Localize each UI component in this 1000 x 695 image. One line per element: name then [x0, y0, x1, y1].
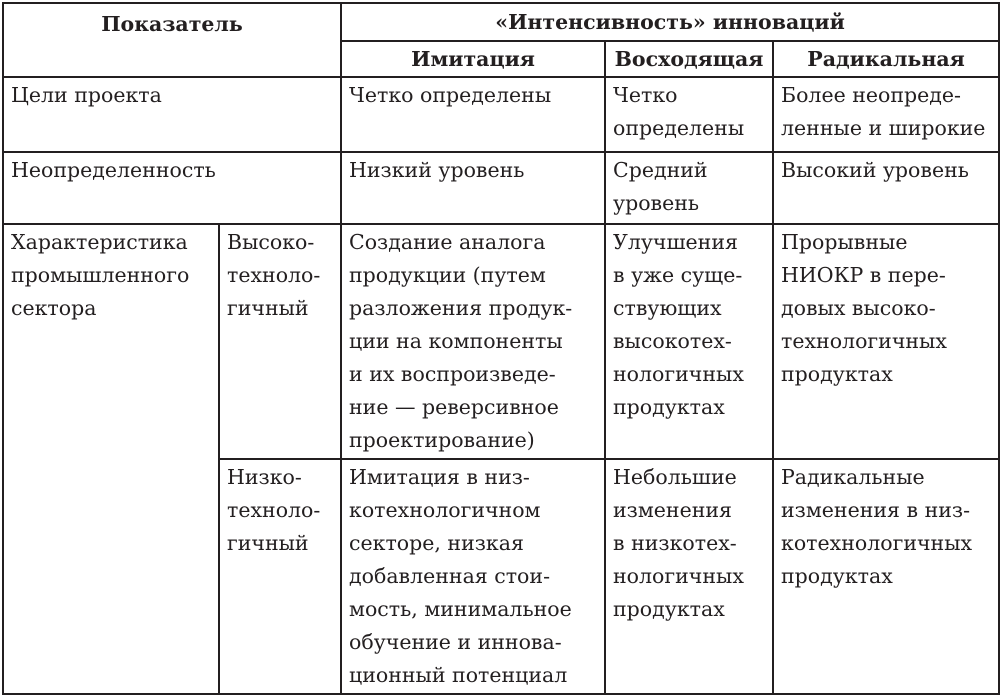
header-imitation: Имитация: [341, 41, 605, 77]
row-label-sector: Характеристика промышленного сектора: [3, 224, 219, 694]
cell-goals-ascending: Четко определены: [605, 77, 773, 152]
table-row-goals: [3, 77, 999, 152]
cell-uncertainty-imitation: Низкий уровень: [341, 152, 605, 224]
header-intensity: «Интенсивность» инноваций: [341, 3, 999, 41]
cell-uncertainty-radical: Высокий уровень: [773, 152, 999, 224]
table-row-uncertainty: [3, 152, 999, 224]
row-label-goals: Цели проекта: [3, 77, 341, 152]
cell-uncertainty-ascending: Средний уровень: [605, 152, 773, 224]
sublabel-high-tech: Высоко- техноло- гичный: [219, 224, 341, 459]
header-radical: Радикальная: [773, 41, 999, 77]
header-indicator: Показатель: [3, 3, 341, 77]
cell-high-ascending: Улучшения в уже суще- ствующих высокотех- нологичных продуктах: [605, 224, 773, 459]
table-row-sector-high: [3, 224, 999, 459]
sublabel-low-tech: Низко- техноло- гичный: [219, 459, 341, 694]
cell-high-radical: Прорывные НИОКР в пере- довых высоко- технологичных продуктах: [773, 224, 999, 459]
cell-high-imitation: Создание аналога продукции (путем разложения продук- ции на компоненты и их воспроизведе- ние — реверсивное проектирование): [341, 224, 605, 459]
cell-low-radical: Радикальные изменения в низ- котехнологичных продуктах: [773, 459, 999, 694]
cell-goals-radical: Более неопреде- ленные и широкие: [773, 77, 999, 152]
cell-low-ascending: Небольшие изменения в низкотех- нологичных продуктах: [605, 459, 773, 694]
row-label-uncertainty: Неопределенность: [3, 152, 341, 224]
header-ascending: Восходящая: [605, 41, 773, 77]
cell-goals-imitation: Четко определены: [341, 77, 605, 152]
innovation-intensity-table: [2, 2, 1000, 695]
cell-low-imitation: Имитация в низ- котехнологичном секторе, низкая добавленная стои- мость, минимальное обучение и иннова- ционный потенциал: [341, 459, 605, 694]
